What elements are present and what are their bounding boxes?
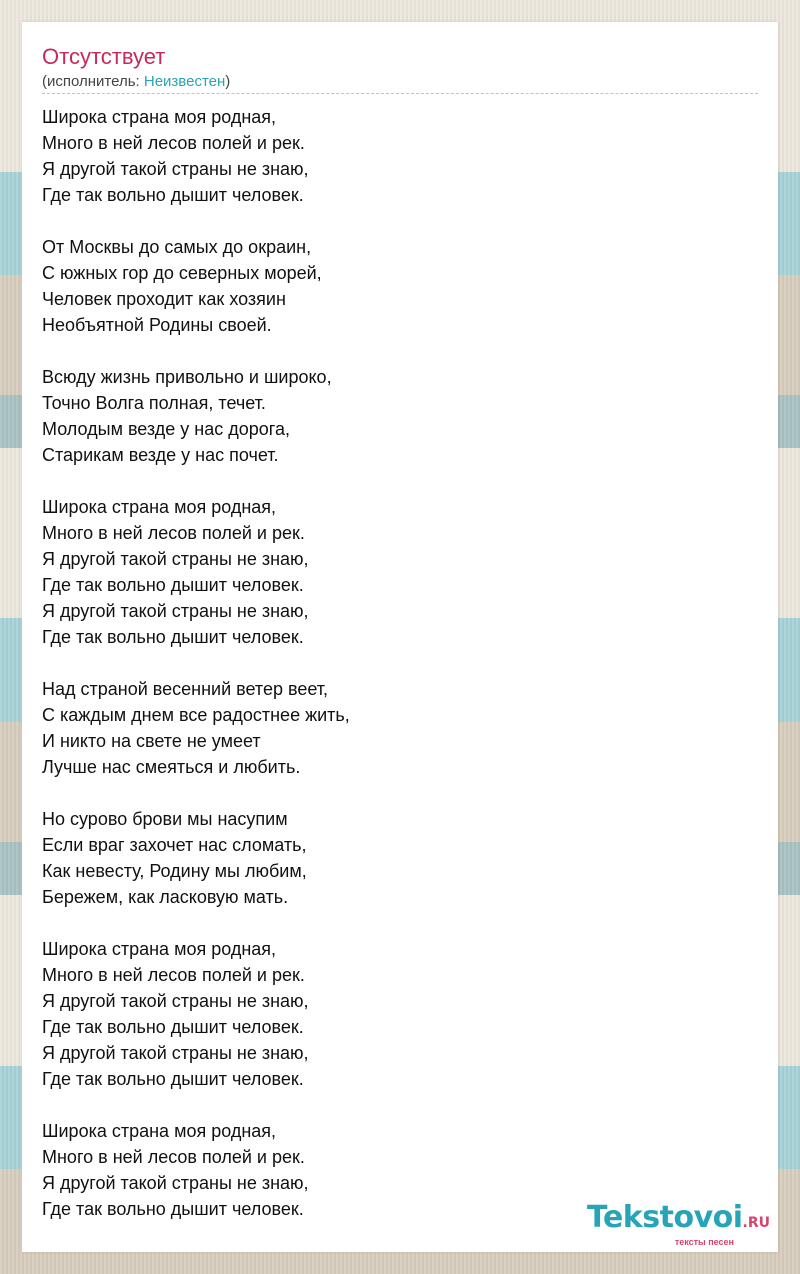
- lyrics-stanza: [42, 936, 350, 1092]
- lyric-line: Я другой такой страны не знаю,: [42, 1173, 309, 1193]
- lyric-line: Но сурово брови мы насупим: [42, 809, 288, 829]
- artist-prefix: (исполнитель:: [42, 73, 144, 90]
- title-divider: [42, 93, 758, 94]
- lyric-line: Всюду жизнь привольно и широко,: [42, 367, 332, 387]
- artist-line: [42, 72, 230, 92]
- lyric-line: С каждым днем все радостнее жить,: [42, 705, 350, 725]
- brand-name: [550, 1202, 770, 1239]
- lyrics-stanza: [42, 104, 350, 208]
- lyric-line: Много в ней лесов полей и рек.: [42, 523, 305, 543]
- lyric-line: Широка страна моя родная,: [42, 1121, 277, 1141]
- lyrics-card: [22, 22, 778, 1252]
- lyric-line: Много в ней лесов полей и рек.: [42, 133, 305, 153]
- lyric-line: Где так вольно дышит человек.: [42, 627, 304, 647]
- lyric-line: Я другой такой страны не знаю,: [42, 159, 309, 179]
- lyric-line: Где так вольно дышит человек.: [42, 575, 304, 595]
- lyric-line: Я другой такой страны не знаю,: [42, 991, 309, 1011]
- lyrics-stanza: [42, 1118, 350, 1222]
- artist-link[interactable]: Неизвестен: [143, 73, 226, 90]
- lyric-line: Где так вольно дышит человек.: [42, 185, 304, 205]
- lyric-line: Широка страна моя родная,: [42, 107, 277, 127]
- brand-tld: .RU: [742, 1215, 770, 1231]
- lyric-line: Много в ней лесов полей и рек.: [42, 965, 305, 985]
- lyric-line: И никто на свете не умеет: [42, 731, 261, 751]
- lyric-line: Где так вольно дышит человек.: [42, 1199, 304, 1219]
- lyrics-stanza: [42, 234, 350, 338]
- brand-name-text: Tekstovoi: [586, 1200, 743, 1235]
- lyric-line: Широка страна моя родная,: [42, 497, 277, 517]
- brand-tagline: тексты песен: [674, 1237, 734, 1247]
- lyric-line: Много в ней лесов полей и рек.: [42, 1147, 305, 1167]
- lyric-line: От Москвы до самых до окраин,: [42, 237, 312, 257]
- lyric-line: Я другой такой страны не знаю,: [42, 1043, 309, 1063]
- lyric-line: Где так вольно дышит человек.: [42, 1069, 304, 1089]
- lyric-line: Старикам везде у нас почет.: [42, 445, 279, 465]
- artist-suffix: ): [225, 73, 231, 90]
- lyric-line: Я другой такой страны не знаю,: [42, 601, 309, 621]
- lyric-line: Бережем, как ласковую мать.: [42, 887, 289, 907]
- lyrics-stanza: [42, 676, 350, 780]
- lyric-line: Человек проходит как хозяин: [42, 289, 286, 309]
- lyric-line: Лучше нас смеяться и любить.: [42, 757, 301, 777]
- lyrics-stanza: [42, 806, 350, 910]
- lyric-line: Точно Волга полная, течет.: [42, 393, 266, 413]
- lyric-line: Я другой такой страны не знаю,: [42, 549, 309, 569]
- lyrics-stanza: [42, 364, 350, 468]
- lyrics-stanza: [42, 494, 350, 650]
- lyric-line: Где так вольно дышит человек.: [42, 1017, 304, 1037]
- song-title: Отсутствует: [42, 44, 166, 69]
- lyric-line: Если враг захочет нас сломать,: [42, 835, 307, 855]
- lyric-line: Над страной весенний ветер веет,: [42, 679, 329, 699]
- brand-logo[interactable]: [550, 1202, 770, 1248]
- lyric-line: Как невесту, Родину мы любим,: [42, 861, 307, 881]
- lyric-line: Молодым везде у нас дорога,: [42, 419, 290, 439]
- lyric-line: Необъятной Родины своей.: [42, 315, 272, 335]
- lyrics-body: [42, 104, 350, 1248]
- lyric-line: С южных гор до северных морей,: [42, 263, 322, 283]
- lyric-line: Широка страна моя родная,: [42, 939, 277, 959]
